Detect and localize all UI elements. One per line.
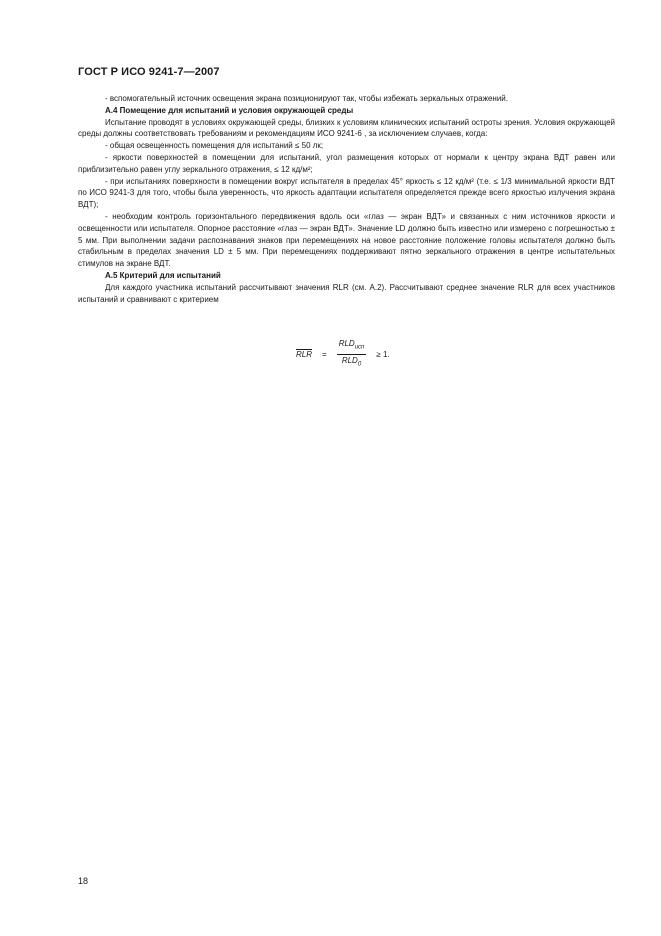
formula-relation: ≥ 1. (376, 349, 390, 359)
formula-numerator: $RLD_{исп}$ (337, 338, 367, 355)
list-item-illuminance: - общая освещенность помещения для испытаний ≤ 50 лк; (105, 141, 324, 151)
page-number: 18 (78, 876, 89, 886)
section-heading-a4: А.4 Помещение для испытаний и условия окружающей среды (105, 105, 354, 115)
list-item-surround-luminance: - при испытаниях поверхности в помещении вокруг испытателя в пределах 45° яркость ≤ 12 кд/м² (т.е. ≤ 1/3 минимальной яркости ВДТ по ИСО 9241-3 для того, чтобы была уверенность, что яркость адаптации испытателя определяется прежде всего яркостью излучения экрана ВДТ); (78, 176, 615, 210)
criterion-formula (296, 338, 390, 370)
paragraph-aux-light-source: - вспомогательный источник освещения экрана позиционируют так, чтобы избежать зеркальных отражений. (105, 94, 508, 103)
formula-denominator: $RLD_0$ (341, 355, 362, 368)
formula-equals: = (322, 349, 327, 359)
document-header: ГОСТ Р ИСО 9241-7—2007 (78, 66, 220, 78)
formula-fraction (337, 338, 367, 370)
list-item-surface-luminance: - яркости поверхностей в помещении для испытаний, угол размещения которых от нормали к центру экрана ВДТ равен или приблизительно равен углу зеркального отражения, ≤ 12 кд/м²; (78, 152, 615, 174)
document-body (78, 93, 615, 305)
formula-lhs: $\overline{RLR}$ (296, 349, 313, 359)
section-heading-a5: А.5 Критерий для испытаний (105, 270, 221, 280)
list-item-movement-control: - необходим контроль горизонтального передвижения вдоль оси «глаз — экран ВДТ» и связанных с ним источников яркости и освещенности или испытателя. Опорное расстояние «глаз — экран ВДТ». Значение LD должно быть известно или измерено с погрешностью ± 5 мм. При выполнении задачи распознавания знаков при перемещениях на новое расстояние положение головы испытателя должно быть стабильным в пределах значения LD ± 5 мм. При перемещениях поддерживают пятно зеркального отражения в центре испытательных стимулов на экране ВДТ. (78, 211, 615, 269)
paragraph-test-criterion: Для каждого участника испытаний рассчитывают значения RLR (см. А.2). Рассчитывают среднее значение RLR для всех участников испытаний и сравнивают с критерием (78, 282, 615, 304)
paragraph-test-conditions: Испытание проводят в условиях окружающей среды, близких к условиям клинических испытаний остроты зрения. Условия окружающей среды должны соответствовать требованиям и рекомендациям ИСО 9241-6 , за исключением случаев, когда: (78, 117, 615, 139)
